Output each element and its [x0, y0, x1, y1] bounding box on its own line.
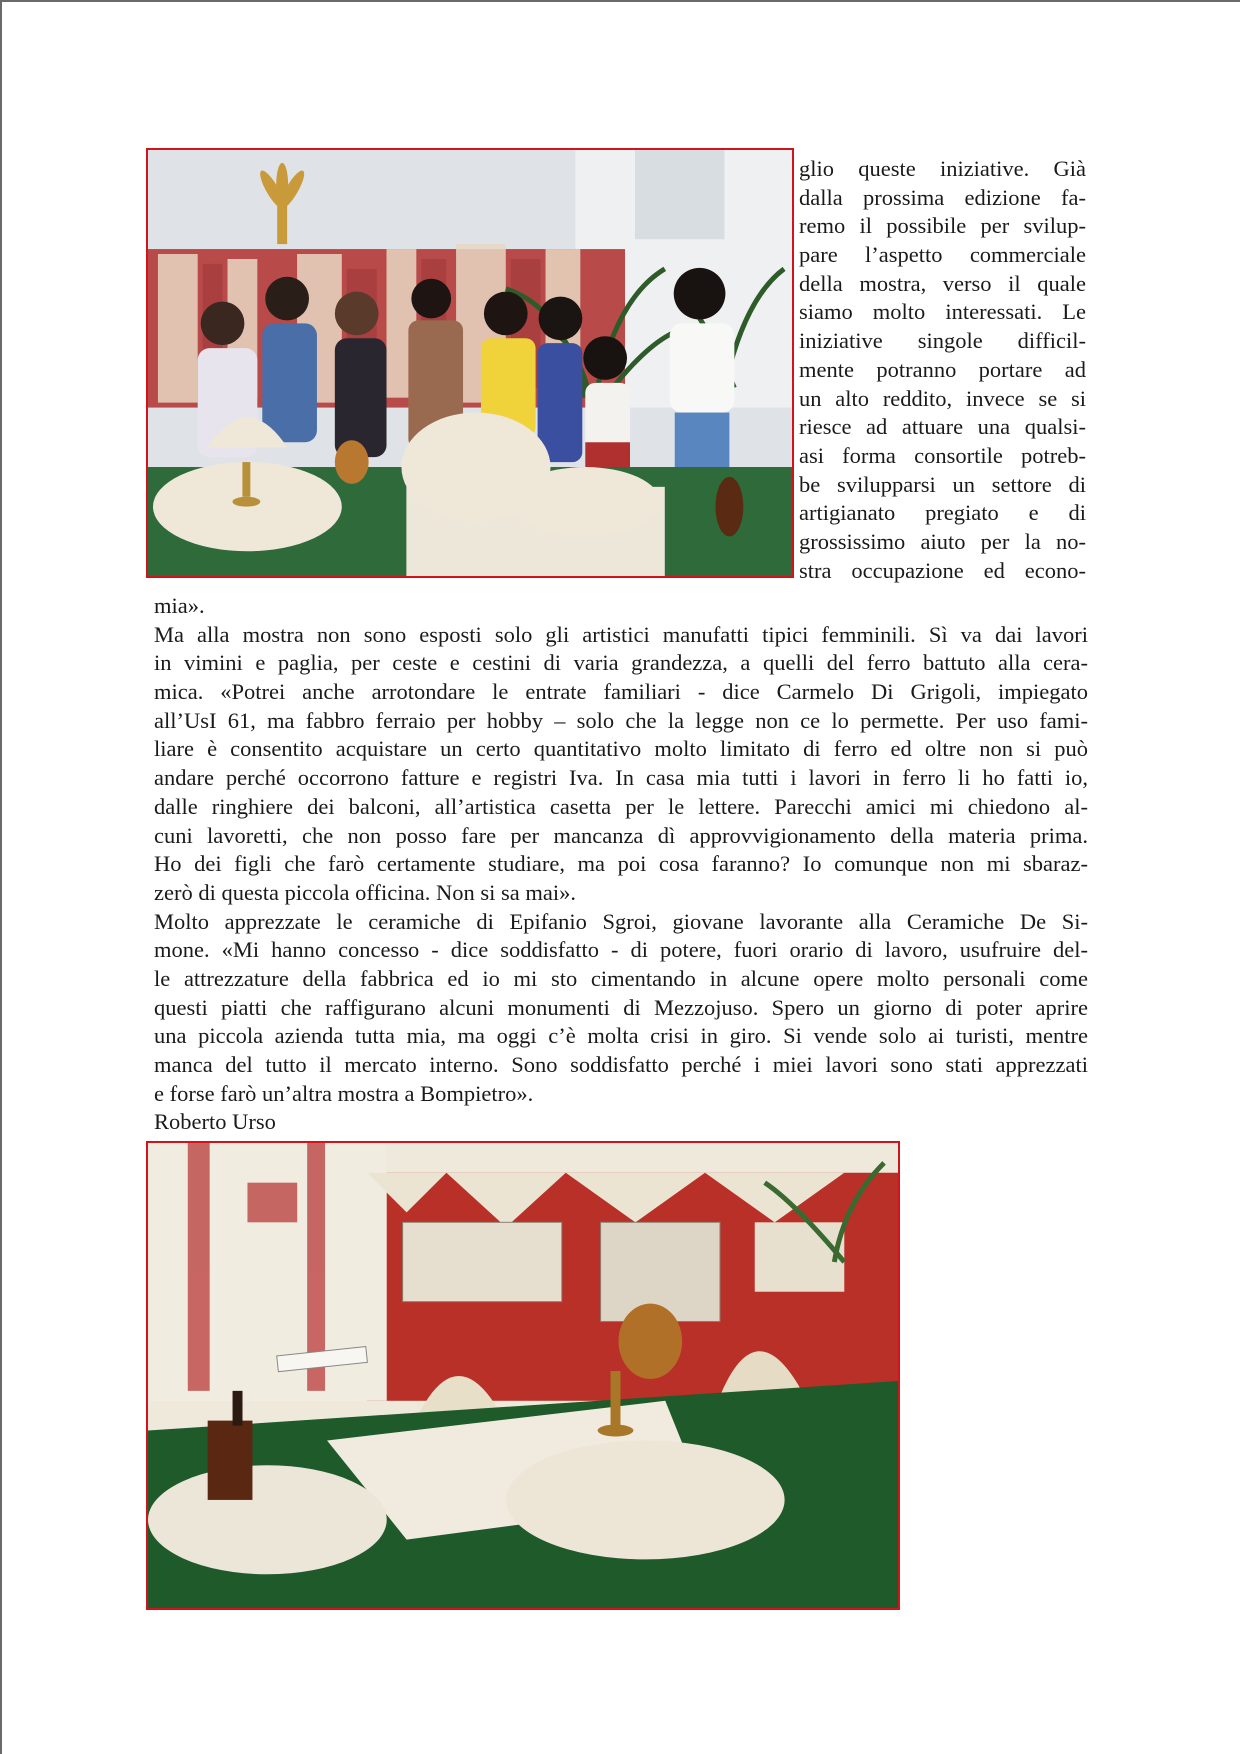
text-line: dalla prossima edizione fa- [799, 184, 1086, 210]
text-line: andare perché occorrono fatture e registri Iva. In casa mia tutti i lavori in ferro li ho fatti io, [154, 765, 1088, 791]
text-line: liare è consentito acquistare un certo quantitativo molto limitato di ferro ed oltre non si può [154, 736, 1088, 762]
text-line: una piccola azienda tutta mia, ma oggi c’è molta crisi in giro. Si vende solo ai turisti, mentre [154, 1023, 1088, 1049]
page-border-top [0, 0, 1240, 2]
text-line: stra occupazione ed econo- [799, 557, 1086, 583]
text-line: zerò di questa piccola officina. Non si sa mai». [154, 879, 576, 905]
text-line: e forse farò un’altra mostra a Bompietro». [154, 1080, 534, 1106]
article-body [154, 592, 1088, 1137]
text-line: in vimini e paglia, per ceste e cestini di varia grandezza, a quelli del ferro battuto alla cera- [154, 650, 1088, 676]
text-line: Ma alla mostra non sono esposti solo gli artistici manufatti tipici femminili. Sì va dai lavori [154, 621, 1088, 647]
text-line: Molto apprezzate le ceramiche di Epifanio Sgroi, giovane lavorante alla Ceramiche De Si- [154, 908, 1088, 934]
text-line: un alto reddito, invece se si [799, 385, 1086, 411]
author-signature: Roberto Urso [154, 1109, 276, 1135]
column-text [799, 155, 1086, 585]
text-line: mone. «Mi hanno concesso - dice soddisfatto - di potere, fuori orario di lavoro, usufruire del- [154, 937, 1088, 963]
text-line: all’UsI 61, ma fabbro ferraio per hobby – solo che la legge non ce lo permette. Per uso fami- [154, 707, 1088, 733]
page-border-left [0, 0, 2, 1754]
text-line: be svilupparsi un settore di [799, 471, 1086, 497]
text-line: riesce ad attuare una qualsi- [799, 414, 1086, 440]
text-line: artigianato pregiato e di [799, 500, 1086, 526]
text-line: grossissimo aiuto per la no- [799, 528, 1086, 554]
exhibition-photo-visitors [146, 148, 794, 578]
text-line: della mostra, verso il quale [799, 270, 1086, 296]
text-line: mente potranno portare ad [799, 356, 1086, 382]
text-line: Ho dei figli che farò certamente studiare, ma poi cosa faranno? Io comunque non mi sbaraz- [154, 851, 1088, 877]
exhibition-photo-lace-display [146, 1141, 900, 1610]
text-line: remo il possibile per svilup- [799, 213, 1086, 239]
text-line: cuni lavoretti, che non posso fare per mancanza dì approvvigionamento della materia prima. [154, 822, 1088, 848]
text-line: manca del tutto il mercato interno. Sono soddisfatto perché i miei lavori sono stati apprezzati [154, 1052, 1088, 1077]
text-line: glio queste iniziative. Già [799, 156, 1086, 181]
text-line: iniziative singole difficil- [799, 328, 1086, 354]
text-line: pare l’aspetto commerciale [799, 242, 1086, 268]
text-line: dalle ringhiere dei balconi, all’artistica casetta per le lettere. Parecchi amici mi chiedono al- [154, 793, 1088, 819]
text-line: mia». [154, 593, 205, 618]
text-line: mica. «Potrei anche arrotondare le entrate familiari - dice Carmelo Di Grigoli, impiegato [154, 679, 1088, 705]
text-line: questi piatti che raffigurano alcuni monumenti di Mezzojuso. Spero un giorno di poter aprire [154, 994, 1088, 1020]
text-line: asi forma consortile potreb- [799, 442, 1086, 468]
text-line: le attrezzature della fabbrica ed io mi sto cimentando in alcune opere molto personali come [154, 965, 1088, 991]
text-line: siamo molto interessati. Le [799, 299, 1086, 325]
